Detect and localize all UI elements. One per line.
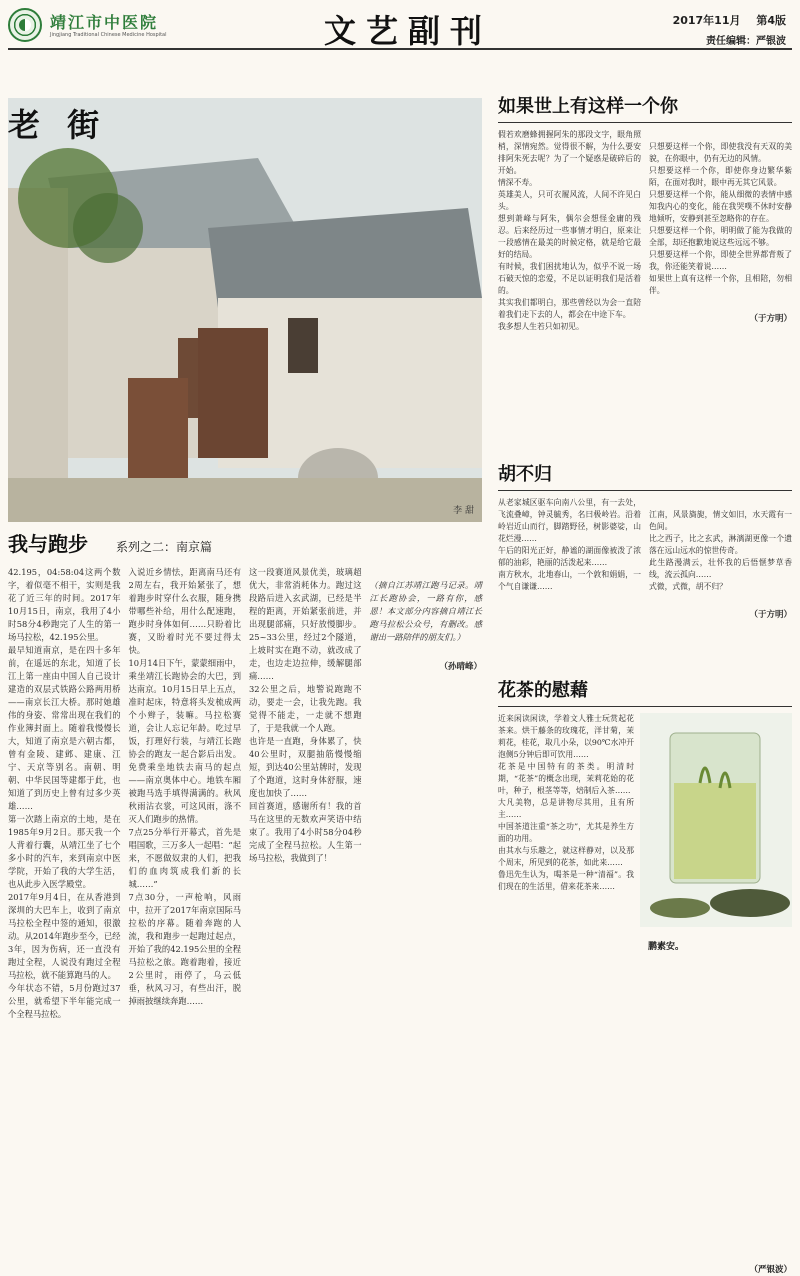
issue-info xyxy=(661,12,786,28)
article-column: 从老家城区驱车向南八公里，有一去处，飞流叠嶂，钟灵毓秀，名曰极岭岩。沿着岭岩近山而行，脚踏野径，树影婆娑，山花烂漫…… 午后的阳光正好，静谧的湖面像被泼了浓郁的油彩，艳丽的活泼起来…… 南方秋水，北地春山，一个敦和娟娟，一个气自谦谦…… xyxy=(498,498,641,591)
article-column xyxy=(649,497,792,633)
article-note: （摘自江苏靖江跑马记录。靖江长跑协会，一路有你，感恩！本文部分内容摘自靖江长跑马拉松公众号，有删改。感谢出一路陪伴的朋友们。） xyxy=(369,580,482,642)
tea-illustration xyxy=(640,713,792,927)
article-column: 入说近乡情怯，距离南马还有2周左右，我开始紧张了，想着跑步时穿什么衣服，随身携带哪些补给，用什么配速跑，跑步时身体如何……只盼着比赛，又盼着时光不要过得太快。 10月14日下午，蒙蒙细雨中，乘坐靖江长跑协会的大巴，到达南京。10月15日早上五点，准时起床，特意将头发梳成两个小辫子，装嘛。马拉松赛道，会让人忘记年龄。吃过早饭，打理好行装，与靖江长跑协会的跑友一起合影后出发。免费乘坐地铁去南马的起点——南京奥体中心。地铁车厢被跑马选手填得满满的。秋风秋雨沾衣裳，可这风雨，涤不灭人们跑步的热情。 7点25分举行开幕式，首先是唱国歌，三万多人一起唱：“起来，不愿做奴隶的人们，把我们的血肉筑成我们新的长城……” 7点30分，一声枪响，风雨中，拉开了2017年南京国际马拉松的序幕。随着奔跑的人流，我和跑步一起跑过起点，开始了我的42.195公里的全程马拉松之旅。跑着跑着，接近2公里时，雨停了，乌云低垂，秋风习习，有些出汗，脱掉雨披继续奔跑…… xyxy=(128,567,241,1006)
article-body xyxy=(498,129,792,337)
article-author: （于方明） xyxy=(749,314,792,324)
article-if-such-you xyxy=(498,92,792,432)
article-column: 这一段赛道风景优美，玻璃超优大，非常消耗体力。跑过这段路后进入玄武湖，已经是半程的距离，开始紧张前进，并出现腿部痛，只好放慢脚步。25~33公里，经过2个隧道，上坡时实在跑不动，就改成了走，也边走边拉伸，缓解腿部痛…… 32公里之后，地警说跑跑不动，要走一会，让我先跑。我觉得不能走，一走就不想跑了，于是我就一个人跑。 也许是一直跑，身体累了，快40公里时，双腿抽筋慢慢缩短，到达40公里站牌时，发现了个跑道，这时身体舒服，速度也加快了…… 回首赛道，感谢所有！我的首马在这里的无数欢声笑语中结束了。我用了4小时58分04秒完成了全程马拉松。人生第一场马拉松，我做到了！ xyxy=(249,567,362,863)
issue-page: 第4版 xyxy=(756,14,786,27)
article-why-not-return xyxy=(498,460,792,660)
article-column: 42.195，04:58:04这两个数字，着似毫不相干，实则是我花了近三年的时间。2017年10月15日，南京，我用了4小时58分4秒跑完了人生的第一场马拉松，42.195公里。 最早知道南京，是在四十多年前，在遥远的东北，知道了长江上第一座由中国人自己设计建造的双层式铁路公路两用桥——南京长江大桥。那时她雄伟的身姿、常常出现在我们的作业簿封面上。随着我慢慢长大，知道了南京是六朝古都，曾有金陵、建邺、建康、江宁、天京等别名。南朝、明朝、中华民国等建都于此，也知道了到历史上曾有过多少英雄…… 第一次踏上南京的土地，是在1985年9月2日。那天我一个人背着行囊，从靖江坐了七个多小时的汽车，来到南京中医学院，开始了我的大学生活，也从此步入医学殿堂。 2017年9月4日，在从香港到深圳的大巴车上，收到了南京马拉松全程中签的通知，很激动。从2014年跑步至今，已经3年，因为伤病，还一直没有跑过全程，人说没有跑过全程马拉松，就不能算跑马的人。 今年状态不错，5月份跑过37公里，就希望下半年能完成一个全程马拉松。 xyxy=(8,567,121,1019)
hospital-name: 靖江市中医院 xyxy=(50,13,159,32)
article-author: （严银波） xyxy=(749,1265,792,1275)
article-column: 假若欢磨蜂拥握阿朱的那段文字，眼角照梢，深情宛然。觉得很不解，为什么要安排阿朱死去呢？为了一个疑惑是破碎后的开始。 情深不寿。 英雄美人，只可衣履风流，人间不许见白头。 想到萧峰与阿朱，偶尔会想怪金庸的残忍。后来经历过一些事情才明白，原来让一段感情在最美的时候定格，就是给它最好的结局。 有时候，我们困扰地认为，似乎不说一场石破天惊的恋爱，不足以证明我们是活着的。 其实我们都明白，那些曾经以为会一直陪着我们走下去的人，都会在中途下车。 我多想人生若只如初见。 xyxy=(498,130,641,331)
article-column-text: 江南，风景旖旎，情文如旧，水天霞有一色间。 比之西子，比之玄武，淋漓湖更像一个遗落在远山远水的惊世传奇。 此生路漫满云，壮怀我的后悟惬梦草香线，流云孤向…… 式微，式微，胡不归？ xyxy=(649,510,792,591)
article-column xyxy=(649,129,792,337)
article-flower-tea xyxy=(498,676,792,1276)
photo-caption: 鹏素安。 xyxy=(648,942,685,952)
article-author: （于方明） xyxy=(749,610,792,620)
article-title: 如果世上有这样一个你 xyxy=(498,92,792,123)
article-column-text: 只想要这样一个你，即使我没有天双的美貌，在你眼中，仍有无边的风情。 只想要这样一个你，即使你身边繁华紫陌，在面对我时，眼中再无其它风景。 只想要这样一个你，能从细微的表情中感知我内心的变化，能在我哭噗不休时安静地倾听，安静到甚至忽略你的存在。 只想要这样一个你，明明做了能为我做的全部，却还抱歉地说这些远远不够。 只想要这样一个你，即使全世界都背叛了我，你还能笑着说…… 如果世上真有这样一个你，且相陪，勿相伴。 xyxy=(649,142,792,295)
yin-yang-icon xyxy=(19,19,31,31)
photo-credit: 李 甜 xyxy=(453,506,474,516)
masthead xyxy=(8,6,792,50)
article-title: 胡不归 xyxy=(498,460,792,491)
article-title: 花茶的慰藉 xyxy=(498,676,792,707)
article-body-running xyxy=(8,566,482,1246)
article-column xyxy=(370,566,483,1246)
photo-title: 老 街 xyxy=(8,106,108,144)
article-subtitle-running: 系列之二：南京篇 xyxy=(116,540,213,554)
article-column: 近来闲读闲读，学着文人雅士玩赏起花茶来。烘干藤条的玫瑰花，洋甘菊，茉莉花，桂花，取几小朵，以90℃水冲开泡侧5分钟后即可饮用…… 花茶是中国特有的茶类。明清时期，“花茶”的概念出现，茉莉花始的花叶，种子，根茎等等，焙制后入茶…… 大凡美物，总是讲物尽其用，且有所主…… 中国茶道注重“茶之功”，尤其是养生方面的功用。 由其水与乐趣之，就这样静对，以及那个周末，所见到的花茶，如此来…… 鲁迅先生认为，喝茶是一种“清福”。我们现在的生活里，借来花茶来…… xyxy=(498,714,634,891)
old-street-illustration xyxy=(8,98,482,522)
article-author: （孙晴峰） xyxy=(439,662,482,672)
old-street-photo xyxy=(8,98,482,522)
issue-date: 2017年11月 xyxy=(672,14,741,27)
article-body xyxy=(498,497,792,633)
article-body xyxy=(498,713,792,1275)
hospital-en: Jingjiang Traditional Chinese Medicine Hospital xyxy=(50,32,167,38)
editor-credit: 责任编辑：严银波 xyxy=(706,36,786,47)
hospital-logo xyxy=(8,8,42,42)
article-title-running: 我与跑步 xyxy=(8,532,88,556)
section-title: 文艺副刊 xyxy=(324,12,493,50)
tea-photo xyxy=(640,713,792,927)
